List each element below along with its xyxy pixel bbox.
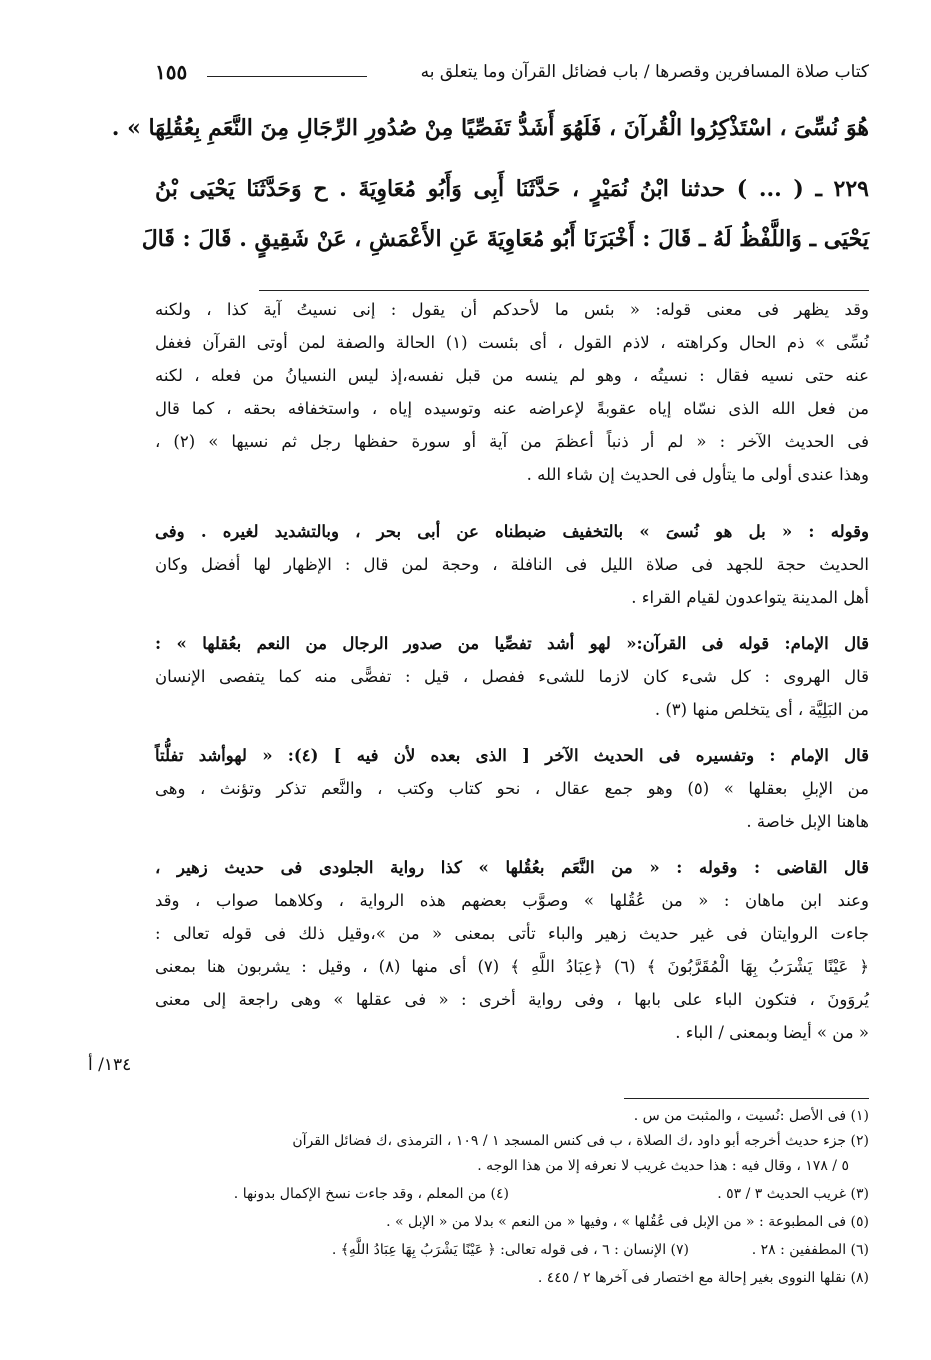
hadith-line: هُوَ نُسِّىَ ، اسْتَذْكِرُوا الْقُرآنَ ، فَلَهُوَ أَشَدُّ تَفَصِّيًا مِنْ صُدُورِ الرِّجَالِ مِنَ النَّعَمِ بِعُقُلِهَا » . bbox=[111, 115, 869, 141]
footnote: (٦) المطففين : ٢٨ . bbox=[751, 1242, 869, 1258]
commentary-line: قال الإمام: قوله فى القرآن:« لهو أشد تفصِّيا من صدور الرجال من النعم بعُقلها » : bbox=[155, 634, 869, 653]
footnote: (٤) من المعلم ، وقد جاءت نسخ الإكمال بدونها . bbox=[233, 1186, 509, 1202]
commentary-line: ﴿ عَيْنًا يَشْرَبُ بِهَا الْمُقَرَّبُونَ ﴾ (٦) ﴿عِبَادُ اللَّهِ ﴾ (٧) أى منها (٨) ، وقيل : يشربون هنا بمعنى bbox=[155, 957, 870, 976]
margin-folio-note: ١٣٤/ أ bbox=[88, 1055, 132, 1075]
commentary-line: أهل المدينة يتواعدون لقيام القراء . bbox=[631, 588, 869, 607]
page-header bbox=[155, 62, 869, 92]
commentary-line: قال القاضى : وقوله : « من النَّعَم بعُقُلها » كذا رواية الجلودى فى حديث زهير ، bbox=[155, 858, 869, 877]
footnote: (٧) الإنسان : ٦ ، فى قوله تعالى: ﴿ عَيْنًا يَشْرَبُ بِهَا عِبَادُ اللَّهِ﴾ . bbox=[331, 1242, 689, 1258]
commentary-line: جاءت الروايتان فى غير حديث زهير والباء تأتى بمعنى « من »،وقيل ذلك فى قوله تعالى : bbox=[155, 924, 869, 943]
commentary-line: من الإبلِ بعقلها » (٥) وهو جمع عقال ، نحو كتاب وكتب ، والنَّعم تذكر وتؤنث ، وهى bbox=[155, 779, 869, 798]
commentary-line: وهذا عندى أولى ما يتأول فى الحديث إن شاء الله . bbox=[526, 465, 869, 484]
commentary-line: وقد يظهر فى معنى قوله: « بئس ما لأحدكم أن يقول : إنى نسيتُ آية كذا ، ولكنه bbox=[155, 300, 869, 319]
footnote: (٨) نقلها النووى بغير إحالة مع اختصار فى آخرها ٢ / ٤٤٥ . bbox=[537, 1270, 869, 1286]
footnote: (٢) جزء حديث أخرجه أبو داود ،ك الصلاة ، ب فى كنس المسجد ١ / ١٠٩ ، الترمذى ،ك فضائل القرآن bbox=[292, 1133, 869, 1149]
commentary-line: عنه حتى نسيه فقال : نسيتُه ، وهو لم ينسه من قبل نفسه،إذ ليس النسيانُ من فعله ، لكنه bbox=[155, 366, 869, 385]
footnote: (٣) غريب الحديث ٣ / ٥٣ . bbox=[717, 1186, 869, 1202]
commentary-line: من البَلِيَّة ، أى يتخلص منها (٣) . bbox=[654, 700, 869, 719]
footnote: (١) فى الأصل :نُسيت ، والمثبت من س . bbox=[633, 1108, 869, 1124]
footnote: (٥) فى المطبوعة : « من الإبل فى عُقُلها » ، وفيها « من النعم » بدلا من « الإبل » . bbox=[386, 1214, 869, 1230]
hadith-line: ٢٢٩ ـ ( ... ) حدثنا ابْنُ نُمَيْرٍ ، حَدَّثَنَا أَبِى وَأَبُو مُعَاوِيَةَ . ح وَحَدَّثَنَا يَحْيَى بْنُ bbox=[155, 176, 869, 202]
hadith-line: يَحْيَى ـ وَاللَّفْظُ لَهُ ـ قَالَ : أَخْبَرَنَا أَبُو مُعَاوِيَةَ عَنِ الأَعْمَشِ ، عَنْ شَقِيقٍ . قَالَ : قَالَ bbox=[141, 226, 869, 252]
running-title: كتاب صلاة المسافرين وقصرها / باب فضائل القرآن وما يتعلق به bbox=[420, 62, 869, 82]
commentary-line: فى الحديث الآخر : « لم أر ذنباً أعظمَ من آية أو سورة حفظها رجل ثم نسيها » (٢) ، bbox=[155, 432, 870, 451]
commentary-line: من فعل الله الذى نسّاه إياه عقوبةً لإعراضه عنه وتوسيده إياه ، واستخفافه بحقه ، كما قال bbox=[155, 399, 869, 418]
commentary-line: وعند ابن ماهان : « من عُقُلها » وصوَّب بعضهم هذه الرواية ، وكلاهما صواب ، وقد bbox=[155, 891, 869, 910]
footnote-divider bbox=[624, 1098, 869, 1099]
commentary-line: « من » أيضا وبمعنى / الباء . bbox=[675, 1023, 869, 1042]
page-number: ١٥٥ bbox=[155, 60, 188, 84]
header-rule bbox=[207, 76, 367, 77]
footnote: ٥ / ١٧٨ ، وقال فيه : هذا حديث غريب لا نعرفه إلا من هذا الوجه . bbox=[477, 1158, 849, 1174]
commentary-line: الحديث حجة للجهد فى صلاة الليل فى النافلة ، وحجة لمن قال : الإظهار لها أفضل وكان bbox=[155, 555, 869, 574]
commentary-line: هاهنا الإبل خاصة . bbox=[746, 812, 869, 831]
commentary-line: وقوله : « بل هو نُسىَ » بالتخفيف ضبطناه عن أبى بحر ، وبالتشديد لغيره . وفى bbox=[155, 522, 869, 541]
commentary-line: قال الإمام : وتفسيره فى الحديث الآخر [ الذى بعده لأن فيه ] (٤): « لهوأشد تفلُّتاً bbox=[155, 746, 869, 765]
commentary-divider bbox=[259, 290, 869, 291]
commentary-line: يُروَونَ ، فتكون الباء على بابها ، وفى رواية أخرى : « فى عقلها » وهى راجعة إلى معنى bbox=[155, 990, 869, 1009]
commentary-line: قال الهروى : كل شىء كان لازما للشىء ففصل ، قيل : تفصًّى منه كما يتفصى الإنسان bbox=[155, 667, 869, 686]
commentary-line: نُسِّى » ذم الحال وكراهته ، لاذم القول ، أى بئست (١) الحالة والصفة لمن أوتى القرآن فغفل bbox=[155, 333, 869, 352]
